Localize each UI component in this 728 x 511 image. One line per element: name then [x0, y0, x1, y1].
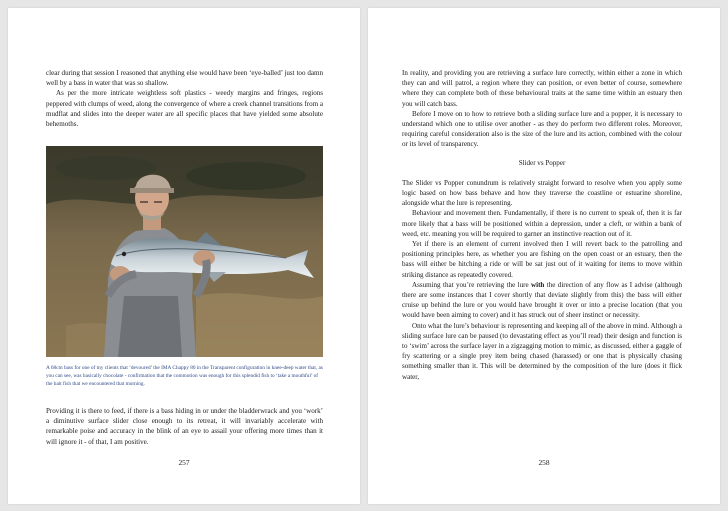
section-heading: Slider vs Popper: [518, 158, 566, 167]
bass-photo: [46, 146, 323, 357]
left-paragraph-3: Providing it is there to feed, if there is a bass hiding in or under the bladderwrack and you ‘work’ a diminutive surface slider close enough to its retreat, it will invariably accelerate with remarkable poise and accuracy in the blink of an eye to assail your offering more times than it will ignore it - of that, I am positive.: [46, 407, 323, 446]
photo-caption: A 68cm bass for one of my clients that ‘devoured’ the IMA Chappy 80 in the Transparent configuration in knee-deep water that, as you can see, was basically chocolate - confirmation that the commotion was enough for this splendid fish to ‘take a mouthful’ of the bait fish that we encountered that morning.: [46, 365, 323, 388]
right-paragraph-3: The Slider vs Popper conundrum is relatively straight forward to resolve when you apply some logic based on how bass behave and how they traverse the coastline or estuarine shoreline, alongside what the lure is representing.: [402, 178, 682, 208]
right-page: [368, 8, 720, 504]
right-paragraph-4: Behaviour and movement then. Fundamentally, if there is no current to speak of, then it is far more likely that a bass will be positioned within a depression, under a cleft, or within a bank of weed, etc. meaning you will be required to garner an instinctive reaction out of it.: [402, 209, 682, 238]
right-paragraph-1: In reality, and providing you are retrieving a surface lure correctly, within either a zone in which they can and will patrol, a region where they can position, or even better of course, somewhere where they can complete both of these behavioural traits at the same time within an estuary then you will catch bass.: [402, 69, 682, 108]
left-paragraph-2: As per the more intricate weightless soft plastics - weedy margins and fringes, regions peppered with clumps of weed, along the convergence of where a creek channel transitions from a mudflat and slides into the deeper water are all specific places that have yielded some absolute behemoths.: [46, 89, 323, 129]
right-paragraph-5: Yet if there is an element of current involved then I will revert back to the patrolling and positioning principles here, as whether you are fishing on the open coast or an estuary, then the bass will either be hitching a ride or will be sat just out of it waiting for items to move within striking distance as repeatedly covered.: [402, 240, 682, 279]
paragraph-6-end: the direction of any flow as I advise (although there are some instances that I cover shortly that deviate slightly from this) the bass will either cruise up behind the lure or you would have brought it over or into a precise location (that you would have been aiming to cover) and it has struck out of sheer instinct or necessity.: [402, 280, 682, 320]
page-number-right: 258: [538, 458, 550, 467]
paragraph-6-bold: with: [531, 280, 545, 289]
right-text: [402, 68, 682, 382]
right-paragraph-7: Onto what the lure’s behaviour is representing and keeping all of the above in mind. Although a sliding surface lure can be paused (to devastating effect as you’ll read) their design and function is to ‘swim’ across the surface layer in a zigzagging motion to mimic, as discussed, either a gaggle of fry scattering or a single prey item being chased (harassed) or one that is physically chasing something smaller than it. This will be determined by the composition of the lure (does it flick water,: [402, 321, 682, 381]
left-top-text: [46, 68, 323, 129]
paragraph-6-start: Assuming that you’re retrieving the lure: [412, 280, 532, 289]
left-paragraph-1: clear during that session I reasoned that anything else would have been ‘eye-balled’ just too damn well by a bass in water that was so shallow.: [46, 69, 323, 88]
right-paragraph-2: Before I move on to how to retrieve both a sliding surface lure and a popper, it is necessary to understand which one to utilise over another - as they do perform two different roles. Moreover, requiring careful consideration also is the size of the lure and its action, combined with the colour or its level of transparency.: [402, 109, 682, 149]
left-page: [8, 8, 360, 504]
left-bottom-text: [46, 406, 323, 447]
page-number-left: 257: [178, 458, 190, 467]
right-paragraph-6: [402, 280, 682, 321]
